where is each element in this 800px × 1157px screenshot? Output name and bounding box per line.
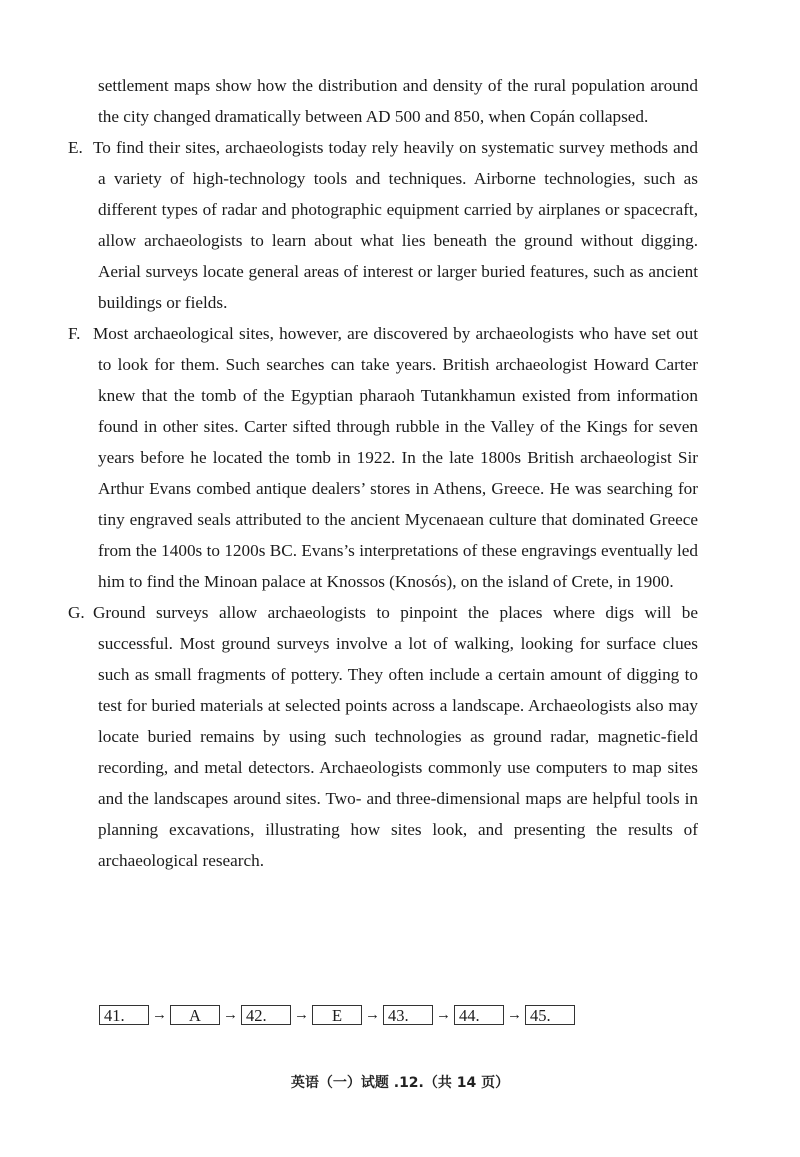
paragraph-f [68, 318, 698, 597]
paragraph-letter: G. [68, 603, 85, 622]
arrow-right-icon: → [507, 1006, 522, 1023]
paragraph-letter: E. [68, 138, 83, 157]
passage [68, 70, 698, 876]
answer-box-43[interactable]: 43. [383, 1005, 433, 1025]
arrow-right-icon: → [223, 1006, 238, 1023]
paragraph-continuation [68, 70, 698, 132]
page-footer: 英语（一）试题 .12.（共 14 页） [290, 1075, 510, 1091]
arrow-right-icon: → [152, 1006, 167, 1023]
arrow-right-icon: → [294, 1006, 309, 1023]
answer-box-41[interactable]: 41. [99, 1005, 149, 1025]
answer-box-44[interactable]: 44. [454, 1005, 504, 1025]
arrow-right-icon: → [436, 1006, 451, 1023]
given-box-e: E [312, 1005, 362, 1025]
paragraph-text: Ground surveys allow archaeologists to pinpoint the places where digs will be successful. Most ground surveys involve a lot of walking, looking for surface clues such as small fragments of pottery. They often include a certain amount of digging to test for buried materials at selected points across a landscape. Archaeologists also may locate buried remains by using such technologies as ground radar, magnetic-field recording, and metal detectors. Archaeologists commonly use computers to map sites and the landscapes around sites. Two- and three-dimensional maps are helpful tools in planning excavations, illustrating how sites look, and presenting the results of archaeological research. [93, 603, 698, 870]
paragraph-text: Most archaeological sites, however, are discovered by archaeologists who have set out to look for them. Such searches can take years. British archaeologist Howard Carter knew that the tomb of the Egyptian pharaoh Tutankhamun existed from information found in other sites. Carter sifted through rubble in the Valley of the Kings for seven years before he located the tomb in 1922. In the late 1800s British archaeologist Sir Arthur Evans combed antique dealers’ stores in Athens, Greece. He was searching for tiny engraved seals attributed to the ancient Mycenaean culture that dominated Greece from the 1400s to 1200s BC. Evans’s interpretations of these engravings eventually led him to find the Minoan palace at Knossos (Knosós), on the island of Crete, in 1900. [93, 324, 698, 591]
paragraph-text: settlement maps show how the distribution and density of the rural population around the city changed dramatically between AD 500 and 850, when Copán collapsed. [98, 76, 698, 126]
paragraph-letter: F. [68, 324, 81, 343]
arrow-right-icon: → [365, 1006, 380, 1023]
paragraph-e [68, 132, 698, 318]
answer-box-45[interactable]: 45. [525, 1005, 575, 1025]
paragraph-g [68, 597, 698, 876]
paragraph-text: To find their sites, archaeologists today rely heavily on systematic survey methods and a variety of high-technology tools and techniques. Airborne technologies, such as different types of radar and photographic equipment carried by airplanes or spacecraft, allow archaeologists to learn about what lies beneath the ground without digging. Aerial surveys locate general areas of interest or larger buried features, such as ancient buildings or fields. [93, 138, 698, 312]
given-box-a: A [170, 1005, 220, 1025]
paragraph-order-chain [99, 1005, 575, 1025]
answer-box-42[interactable]: 42. [241, 1005, 291, 1025]
